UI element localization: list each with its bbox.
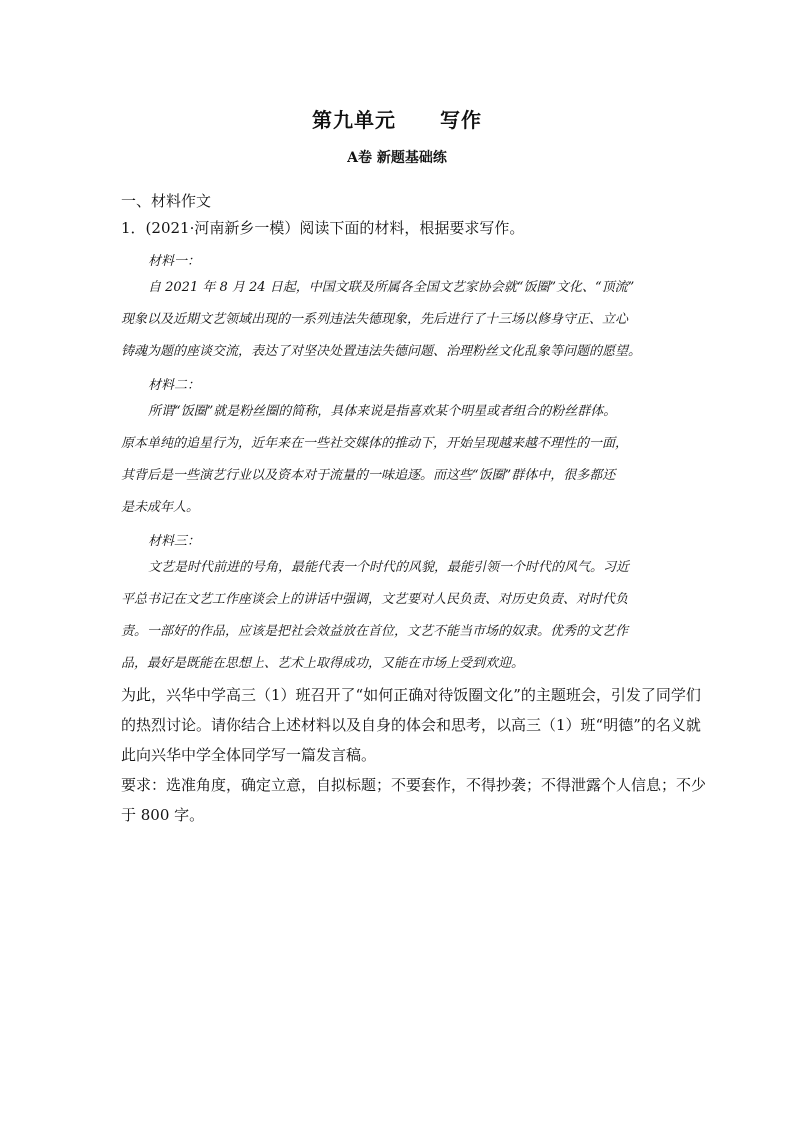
- question-stem: 1．(2021·河南新乡一模）阅读下面的材料，根据要求写作。: [121, 219, 525, 237]
- material-line: 现象以及近期文艺领域出现的一系列违法失德现象，先后进行了十三场以修身守正、立心: [121, 312, 629, 327]
- material-line: 自 2021 年 8 月 24 日起，中国文联及所属各全国文艺家协会就“饭圈”文化、“顶流”: [148, 280, 635, 295]
- requirement-line: 要求：选准角度，确定立意，自拟标题；不要套作，不得抄袭；不得泄露个人信息；不少: [121, 776, 707, 794]
- material-line: 铸魂为题的座谈交流，表达了对坚决处置违法失德问题、治理粉丝文化乱象等问题的愿望。: [121, 344, 642, 359]
- material-2-body: [121, 396, 681, 524]
- task-line: 为此，兴华中学高三（1）班召开了“如何正确对待饭圈文化”的主题班会，引发了同学们: [121, 686, 701, 704]
- material-line: 平总书记在文艺工作座谈会上的讲话中强调，文艺要对人民负责、对历史负责、对时代负: [121, 592, 629, 607]
- material-line: 是未成年人。: [121, 500, 200, 515]
- material-line: 所谓“饭圈”就是粉丝圈的简称，具体来说是指喜欢某个明星或者组合的粉丝群体。: [148, 404, 617, 419]
- material-1-body: [121, 272, 681, 368]
- task-line: 此向兴华中学全体同学写一篇发言稿。: [121, 746, 377, 764]
- material-3-label: 材料三：: [148, 534, 201, 549]
- section-heading: 一、材料作文: [121, 192, 212, 210]
- page-subtitle: A卷 新题基础练: [347, 150, 447, 166]
- material-3-body: [121, 552, 681, 680]
- page-title: [0, 104, 794, 133]
- writing-task: [121, 680, 707, 830]
- material-line: 责。一部好的作品，应该是把社会效益放在首位，文艺不能当市场的奴隶。优秀的文艺作: [121, 624, 629, 639]
- material-2-label: 材料二：: [148, 378, 201, 393]
- material-line: 原本单纯的追星行为，近年来在一些社交媒体的推动下，开始呈现越来越不理性的一面，: [121, 436, 629, 451]
- material-1-label: 材料一：: [148, 254, 201, 269]
- task-line: 的热烈讨论。请你结合上述材料以及自身的体会和思考，以高三（1）班“明德”的名义就: [121, 716, 701, 734]
- material-line: 其背后是一些演艺行业以及资本对于流量的一味追逐。而这些“饭圈”群体中，很多都还: [121, 468, 616, 483]
- topic-title: 写作: [440, 108, 482, 132]
- unit-title: 第九单元: [312, 108, 396, 132]
- material-line: 文艺是时代前进的号角，最能代表一个时代的风貌，最能引领一个时代的风气。习近: [148, 560, 630, 575]
- requirement-line: 于 800 字。: [121, 806, 205, 824]
- material-line: 品，最好是既能在思想上、艺术上取得成功，又能在市场上受到欢迎。: [121, 656, 525, 671]
